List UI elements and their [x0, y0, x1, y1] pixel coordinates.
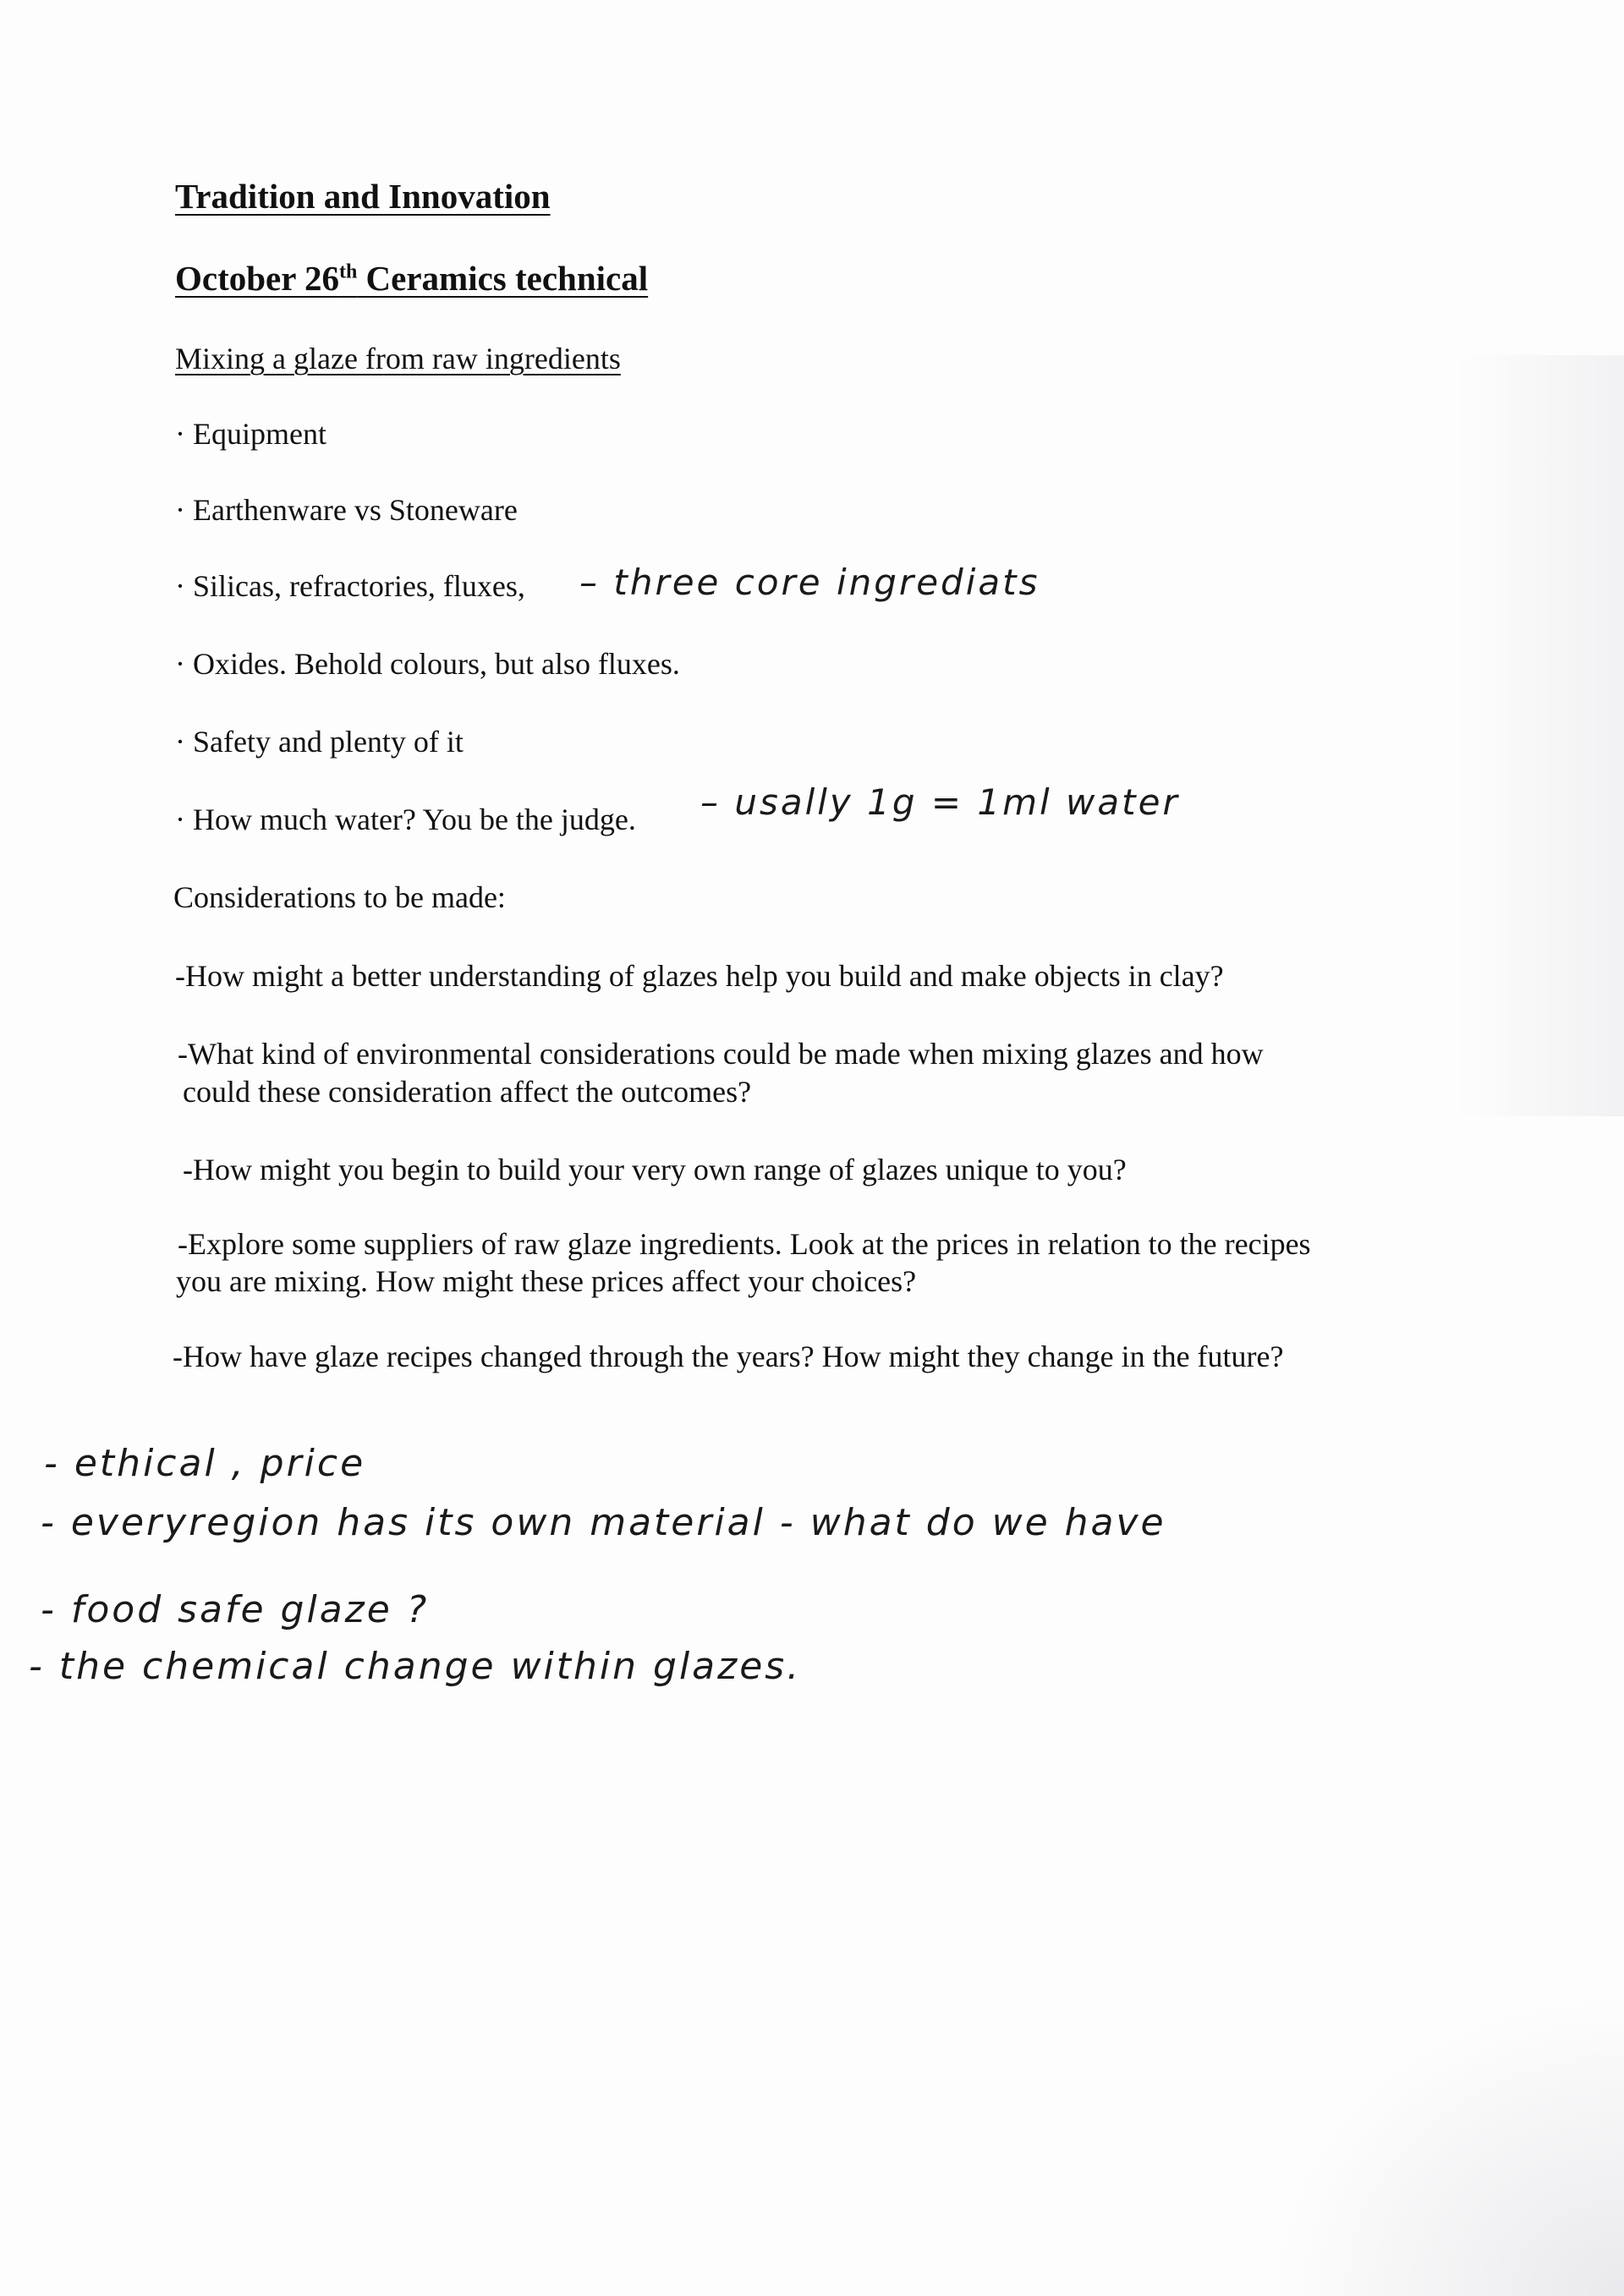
document-subtitle — [175, 258, 648, 299]
handwritten-note: - food safe glaze ? — [41, 1588, 430, 1631]
subtitle-superscript: th — [338, 260, 358, 283]
section-heading: Mixing a glaze from raw ingredients — [175, 342, 621, 375]
handwritten-annotation: – usally 1g = 1ml water — [700, 781, 1180, 823]
handwritten-note: - ethical , price — [44, 1442, 366, 1485]
bullet-item: · Equipment — [175, 417, 326, 451]
bullet-item: · Silicas, refractories, fluxes, — [175, 569, 525, 603]
considerations-heading: Considerations to be made: — [173, 880, 506, 914]
question-item: -What kind of environmental considerations could be made when mixing glazes and how — [178, 1037, 1264, 1071]
question-item-continued: you are mixing. How might these prices affect your choices? — [176, 1264, 917, 1298]
question-item: -Explore some suppliers of raw glaze ingredients. Look at the prices in relation to the recipes — [178, 1227, 1311, 1261]
handwritten-note: - the chemical change within glazes. — [29, 1645, 802, 1688]
document-title: Tradition and Innovation — [175, 177, 551, 216]
question-item: -How might a better understanding of glazes help you build and make objects in clay? — [175, 959, 1224, 993]
bullet-item: · How much water? You be the judge. — [175, 803, 636, 836]
question-item-continued: could these consideration affect the outcomes? — [183, 1075, 752, 1109]
handwritten-note: - everyregion has its own material - what do we have — [41, 1501, 1166, 1544]
paper-fold-shadow — [1269, 1992, 1624, 2296]
bullet-item: · Safety and plenty of it — [175, 725, 464, 759]
question-item: -How have glaze recipes changed through the years? How might they change in the future? — [173, 1340, 1284, 1373]
question-item: -How might you begin to build your very own range of glazes unique to you? — [183, 1153, 1127, 1186]
handwritten-annotation: – three core ingrediats — [579, 562, 1040, 603]
subtitle-topic: Ceramics technical — [357, 259, 649, 298]
bullet-item: · Earthenware vs Stoneware — [175, 493, 518, 527]
subtitle-date: October 26 — [175, 259, 339, 298]
bullet-item: · Oxides. Behold colours, but also fluxes. — [175, 647, 680, 681]
paper-shadow — [1455, 355, 1624, 1116]
